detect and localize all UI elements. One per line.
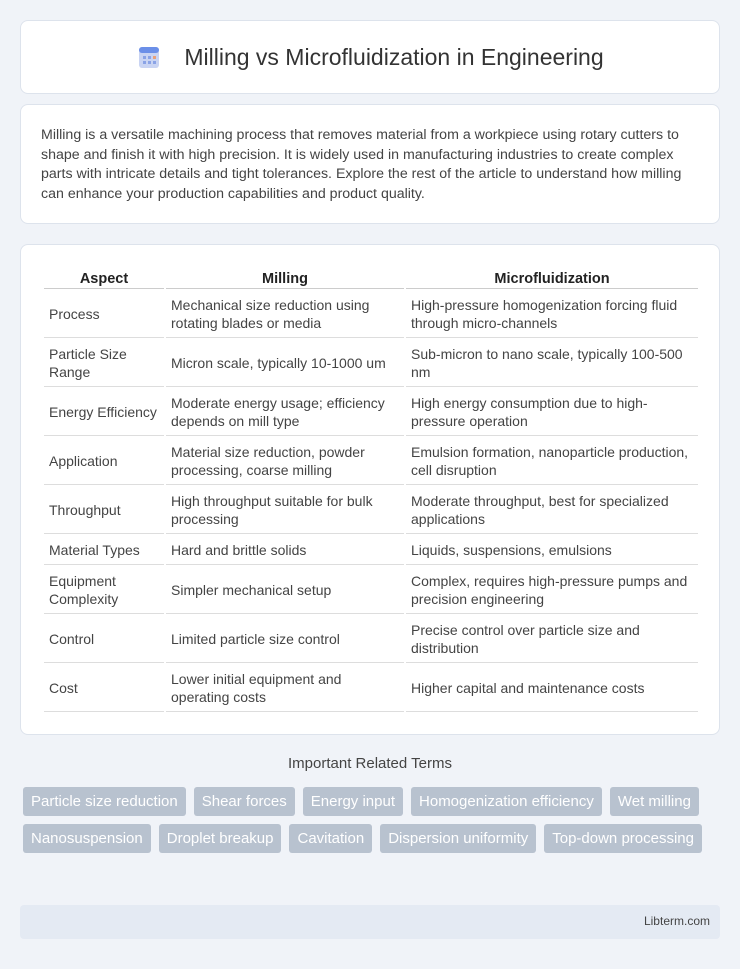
microfluidization-cell: Higher capital and maintenance costs	[406, 665, 698, 712]
milling-cell: Hard and brittle solids	[166, 536, 404, 565]
microfluidization-cell: High-pressure homogenization forcing fluid through micro-channels	[406, 291, 698, 338]
page-title: Milling vs Microfluidization in Engineering	[184, 43, 604, 70]
related-term-tag[interactable]: Energy input	[303, 787, 403, 816]
aspect-cell: Material Types	[44, 536, 164, 565]
related-terms-list	[23, 787, 723, 853]
table-row	[44, 616, 698, 663]
aspect-cell: Particle Size Range	[44, 340, 164, 387]
header-milling: Milling	[166, 267, 404, 289]
milling-cell: Mechanical size reduction using rotating blades or media	[166, 291, 404, 338]
microfluidization-cell: Precise control over particle size and distribution	[406, 616, 698, 663]
footer-link[interactable]: Libterm.com	[643, 914, 710, 928]
microfluidization-cell: Sub-micron to nano scale, typically 100-500 nm	[406, 340, 698, 387]
footer	[20, 905, 720, 939]
related-term-tag[interactable]: Top-down processing	[544, 824, 702, 853]
aspect-cell: Process	[44, 291, 164, 338]
table-header-row	[44, 267, 698, 289]
microfluidization-cell: Emulsion formation, nanoparticle production, cell disruption	[406, 438, 698, 485]
intro-text: Milling is a versatile machining process that removes material from a workpiece using rotary cutters to shape and finish it with high precision. It is widely used in manufacturing industries to create complex parts with intricate details and tight tolerances. Explore the rest of the article to understand how milling can enhance your production capabilities and product quality.	[41, 127, 682, 202]
header-card	[20, 20, 720, 94]
microfluidization-cell: Moderate throughput, best for specialized applications	[406, 487, 698, 534]
table-row	[44, 438, 698, 485]
table-row	[44, 567, 698, 614]
milling-cell: High throughput suitable for bulk processing	[166, 487, 404, 534]
document-icon	[136, 44, 162, 70]
milling-cell: Material size reduction, powder processing, coarse milling	[166, 438, 404, 485]
microfluidization-cell: Liquids, suspensions, emulsions	[406, 536, 698, 565]
table-row	[44, 389, 698, 436]
header-microfluidization: Microfluidization	[406, 267, 698, 289]
aspect-cell: Cost	[44, 665, 164, 712]
related-term-tag[interactable]: Dispersion uniformity	[380, 824, 536, 853]
aspect-cell: Throughput	[44, 487, 164, 534]
table-row	[44, 536, 698, 565]
related-term-tag[interactable]: Particle size reduction	[23, 787, 186, 816]
comparison-table-card	[20, 244, 720, 735]
milling-cell: Moderate energy usage; efficiency depends on mill type	[166, 389, 404, 436]
aspect-cell: Equipment Complexity	[44, 567, 164, 614]
related-term-tag[interactable]: Shear forces	[194, 787, 295, 816]
related-term-tag[interactable]: Cavitation	[289, 824, 372, 853]
related-term-tag[interactable]: Nanosuspension	[23, 824, 151, 853]
aspect-cell: Application	[44, 438, 164, 485]
related-term-tag[interactable]: Homogenization efficiency	[411, 787, 602, 816]
intro-card	[20, 104, 720, 224]
microfluidization-cell: High energy consumption due to high-pressure operation	[406, 389, 698, 436]
milling-cell: Limited particle size control	[166, 616, 404, 663]
milling-cell: Simpler mechanical setup	[166, 567, 404, 614]
aspect-cell: Control	[44, 616, 164, 663]
table-row	[44, 291, 698, 338]
table-row	[44, 665, 698, 712]
related-term-tag[interactable]: Droplet breakup	[159, 824, 282, 853]
table-row	[44, 340, 698, 387]
microfluidization-cell: Complex, requires high-pressure pumps and precision engineering	[406, 567, 698, 614]
related-term-tag[interactable]: Wet milling	[610, 787, 699, 816]
aspect-cell: Energy Efficiency	[44, 389, 164, 436]
related-terms-title: Important Related Terms	[288, 755, 452, 772]
milling-cell: Micron scale, typically 10-1000 um	[166, 340, 404, 387]
header-aspect: Aspect	[44, 267, 164, 289]
milling-cell: Lower initial equipment and operating costs	[166, 665, 404, 712]
table-row	[44, 487, 698, 534]
comparison-table	[42, 265, 700, 714]
